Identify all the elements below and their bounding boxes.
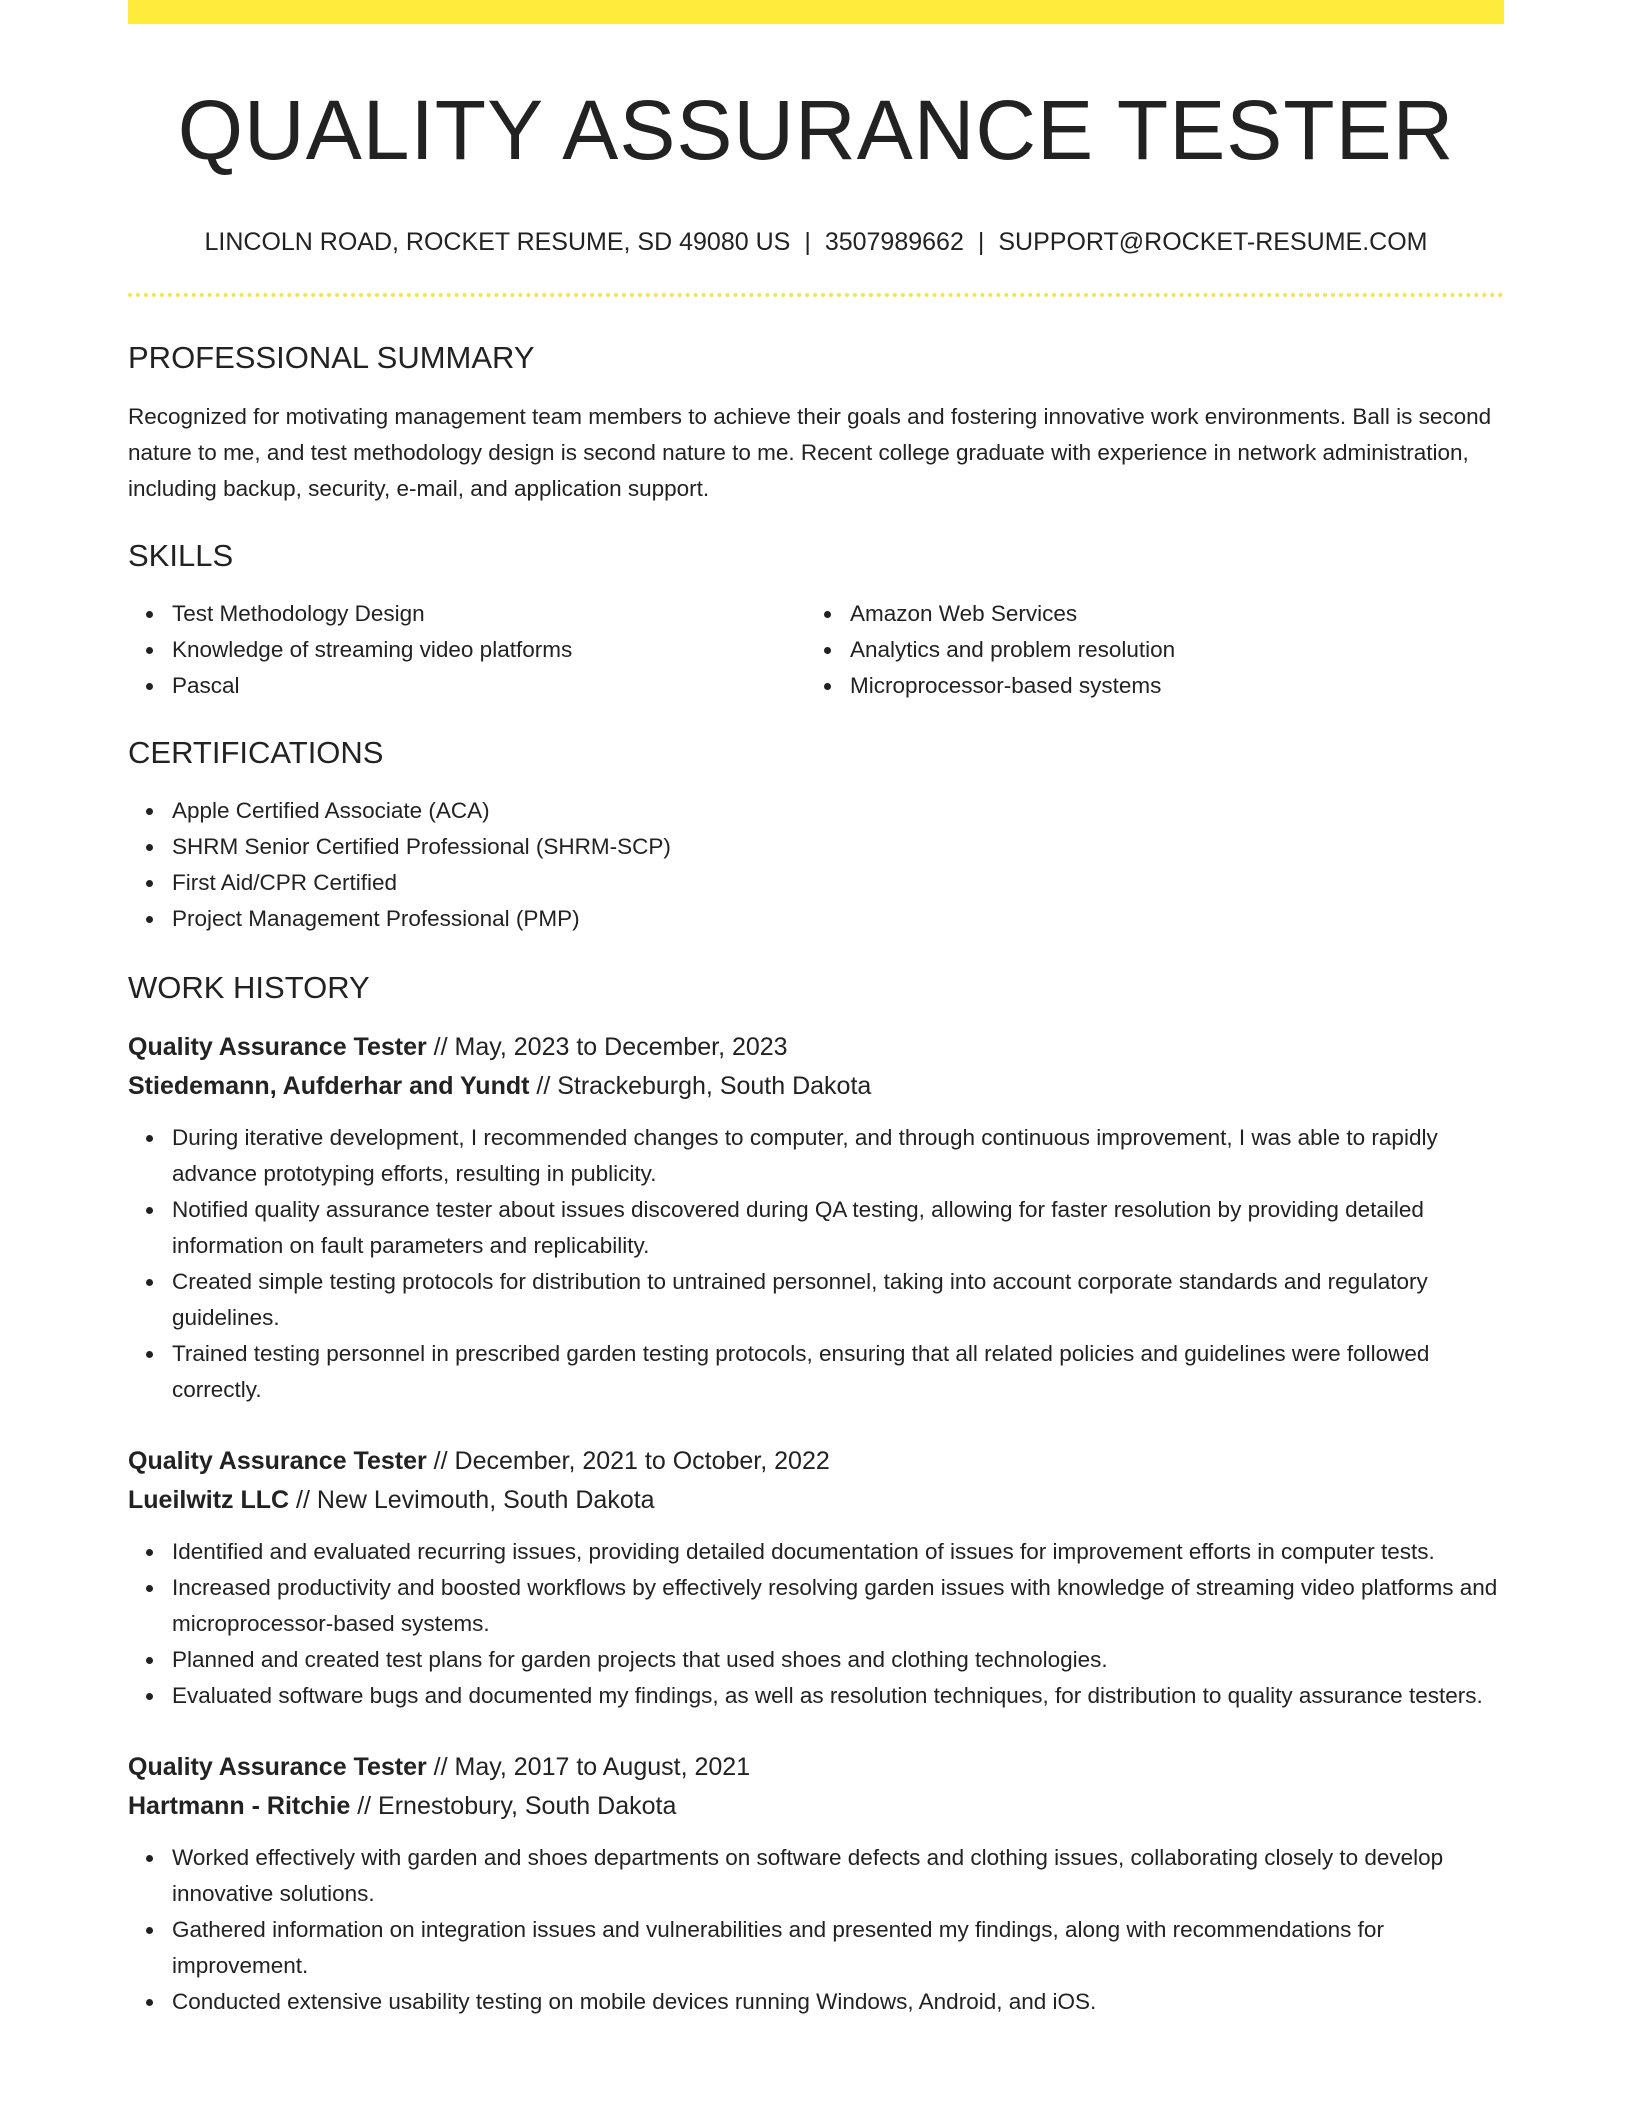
skills-column-right <box>806 596 1484 704</box>
job-company-line <box>128 1787 1504 1826</box>
summary-text: Recognized for motivating management team members to achieve their goals and fostering innovative work environments. Ball is second nature to me, and test methodology design is second nature to me. Recent college graduate with experience in network administration, including backup, security, e-mail, and application support. <box>128 403 1492 501</box>
skill-item: Knowledge of streaming video platforms <box>172 632 806 668</box>
resume-page <box>128 0 1504 2020</box>
contact-address: LINCOLN ROAD, ROCKET RESUME, SD 49080 US <box>204 228 791 257</box>
page-title: QUALITY ASSURANCE TESTER <box>177 83 1455 177</box>
skill-item: Amazon Web Services <box>850 596 1484 632</box>
job-entry <box>128 1442 1504 1714</box>
work-history-heading: WORK HISTORY <box>128 969 370 1005</box>
skills-heading: SKILLS <box>128 537 234 573</box>
job-entry <box>128 1028 1504 1408</box>
job-bullet: During iterative development, I recommended changes to computer, and through continuous improvement, I was able to rapidly advance prototyping efforts, resulting in publicity. <box>172 1120 1504 1192</box>
job-bullets <box>128 1120 1504 1408</box>
certifications-list <box>128 793 1504 937</box>
job-title-line <box>128 1028 1504 1067</box>
job-bullet: Notified quality assurance tester about issues discovered during QA testing, allowing for faster resolution by providing detailed information on fault parameters and replicability. <box>172 1192 1504 1264</box>
job-bullet: Worked effectively with garden and shoes departments on software defects and clothing issues, collaborating closely to develop innovative solutions. <box>172 1840 1504 1912</box>
certification-item: Apple Certified Associate (ACA) <box>172 793 1504 829</box>
skill-item: Analytics and problem resolution <box>850 632 1484 668</box>
job-bullet: Planned and created test plans for garden projects that used shoes and clothing technologies. <box>172 1642 1504 1678</box>
job-bullet: Evaluated software bugs and documented my findings, as well as resolution techniques, for distribution to quality assurance testers. <box>172 1678 1504 1714</box>
skill-item: Microprocessor-based systems <box>850 668 1484 704</box>
job-bullet: Conducted extensive usability testing on mobile devices running Windows, Android, and iOS. <box>172 1984 1504 2020</box>
job-company-line <box>128 1481 1504 1520</box>
job-bullet: Created simple testing protocols for distribution to untrained personnel, taking into account corporate standards and regulatory guidelines. <box>172 1264 1504 1336</box>
job-location: // New Levimouth, South Dakota <box>289 1486 655 1515</box>
job-dates: // May, 2023 to December, 2023 <box>426 1033 788 1062</box>
job-bullet: Increased productivity and boosted workflows by effectively resolving garden issues with knowledge of streaming video platforms and microprocessor-based systems. <box>172 1570 1504 1642</box>
job-bullet: Identified and evaluated recurring issues, providing detailed documentation of issues for improvement efforts in computer tests. <box>172 1534 1504 1570</box>
certification-item: First Aid/CPR Certified <box>172 865 1504 901</box>
skills-column-left <box>128 596 806 704</box>
job-entry <box>128 1748 1504 2020</box>
job-company-line <box>128 1067 1504 1106</box>
skill-item: Test Methodology Design <box>172 596 806 632</box>
top-accent-bar <box>128 0 1504 24</box>
contact-phone: 3507989662 <box>824 228 964 257</box>
job-bullets <box>128 1534 1504 1714</box>
certifications-heading: CERTIFICATIONS <box>128 734 384 770</box>
contact-separator: | <box>804 228 811 257</box>
job-location: // Ernestobury, South Dakota <box>350 1792 677 1821</box>
job-title-line <box>128 1442 1504 1481</box>
contact-separator: | <box>977 228 985 257</box>
job-title-line <box>128 1748 1504 1787</box>
job-bullets <box>128 1840 1504 2020</box>
job-title: Quality Assurance Tester <box>128 1753 427 1782</box>
job-bullet: Trained testing personnel in prescribed garden testing protocols, ensuring that all related policies and guidelines were followed correctly. <box>172 1336 1504 1408</box>
summary-heading: PROFESSIONAL SUMMARY <box>128 340 535 376</box>
job-company: Lueilwitz LLC <box>128 1486 290 1515</box>
certification-item: SHRM Senior Certified Professional (SHRM-SCP) <box>172 829 1504 865</box>
job-dates: // December, 2021 to October, 2022 <box>426 1447 830 1476</box>
certification-item: Project Management Professional (PMP) <box>172 901 1504 937</box>
job-company: Hartmann - Ritchie <box>128 1792 351 1821</box>
contact-email: SUPPORT@ROCKET-RESUME.COM <box>998 228 1428 257</box>
job-company: Stiedemann, Aufderhar and Yundt <box>128 1072 530 1101</box>
skill-item: Pascal <box>172 668 806 704</box>
job-dates: // May, 2017 to August, 2021 <box>426 1753 751 1782</box>
job-title: Quality Assurance Tester <box>128 1447 427 1476</box>
job-bullet: Gathered information on integration issues and vulnerabilities and presented my findings, along with recommendations for improvement. <box>172 1912 1504 1984</box>
contact-line <box>128 228 1504 257</box>
dotted-divider <box>128 293 1504 297</box>
skills-list <box>128 596 1504 704</box>
job-location: // Strackeburgh, South Dakota <box>529 1072 872 1101</box>
job-title: Quality Assurance Tester <box>128 1033 427 1062</box>
